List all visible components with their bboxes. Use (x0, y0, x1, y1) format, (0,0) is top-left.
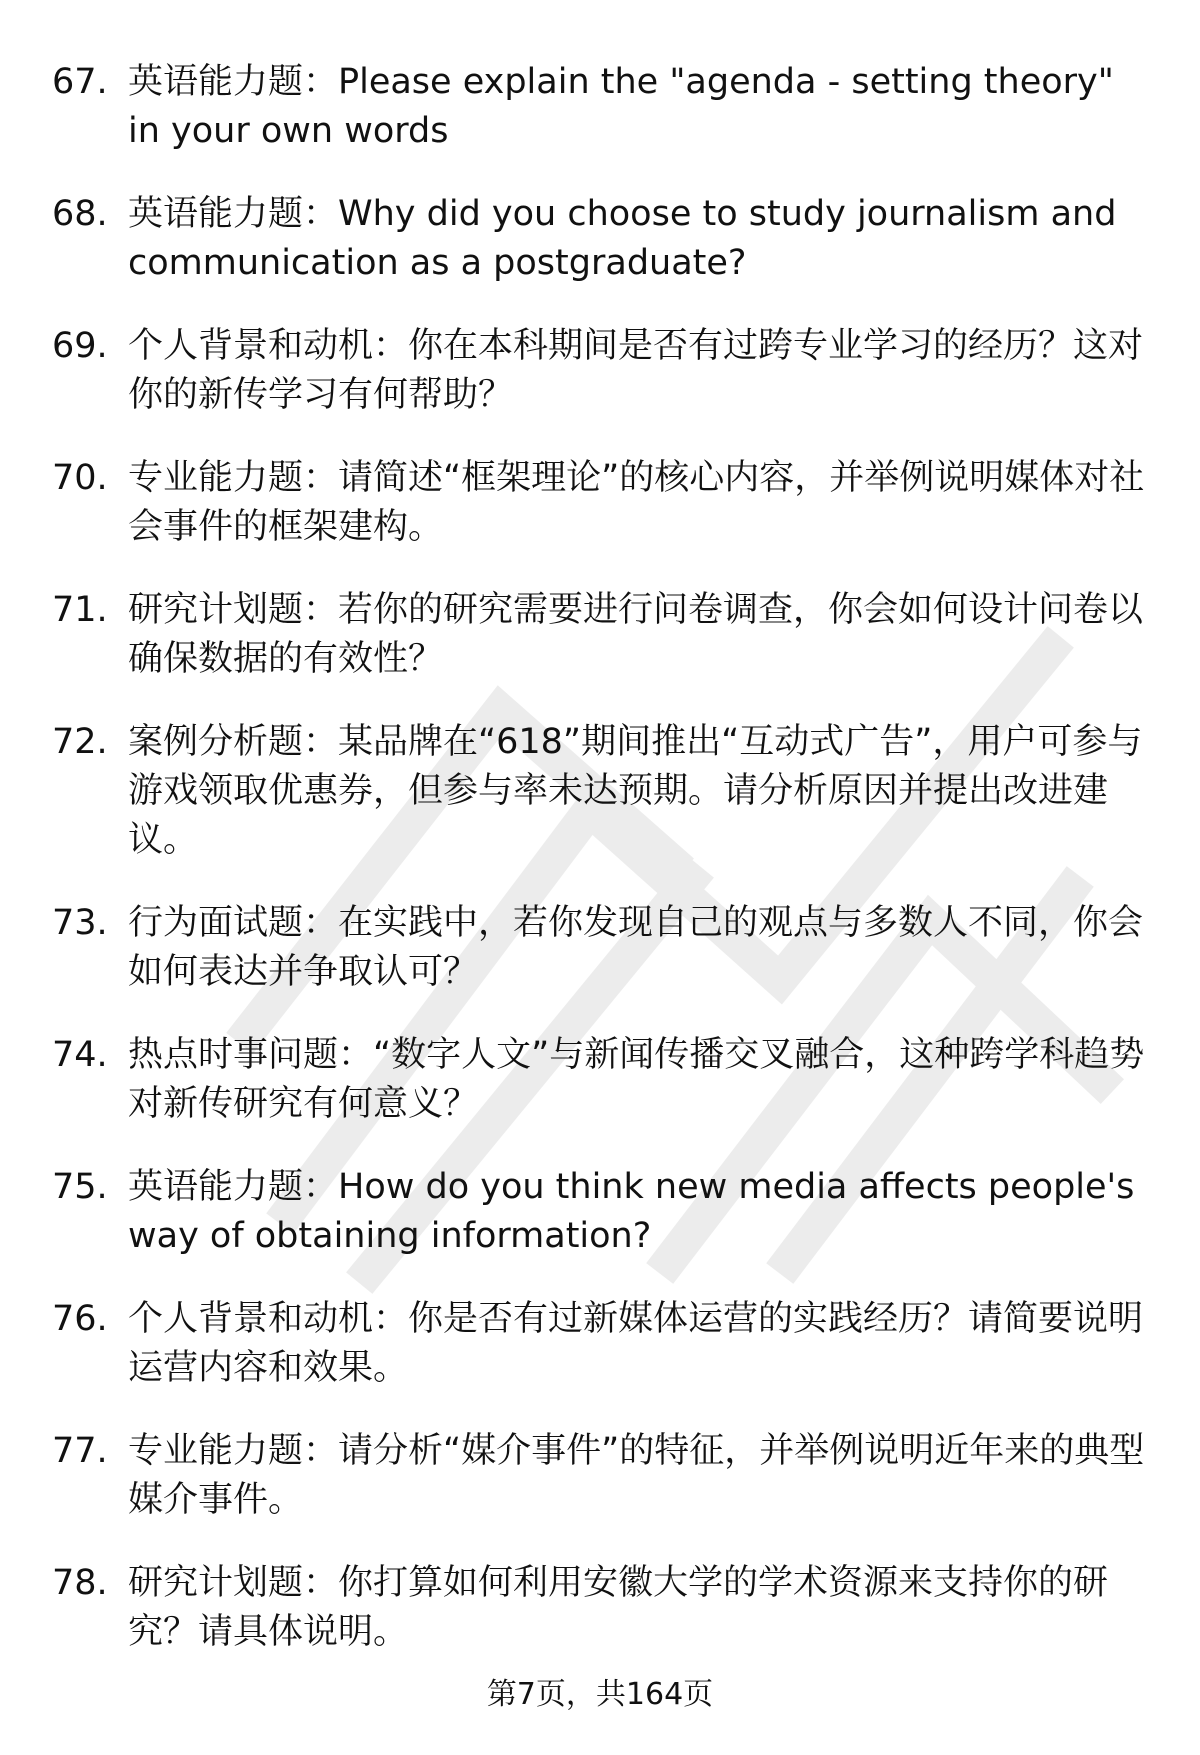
question-number: 71. (52, 590, 108, 630)
question-number: 73. (52, 903, 108, 943)
question-item (0, 899, 1200, 1031)
question-number: 77. (52, 1431, 108, 1471)
question-item (0, 58, 1200, 190)
question-text: 专业能力题：请简述“框架理论”的核心内容，并举例说明媒体对社会事件的框架建构。 (128, 458, 1145, 547)
question-text: 个人背景和动机：你在本科期间是否有过跨专业学习的经历？这对你的新传学习有何帮助？ (128, 326, 1144, 415)
question-text: 研究计划题：若你的研究需要进行问卷调查，你会如何设计问卷以确保数据的有效性？ (128, 590, 1144, 679)
question-item (0, 1295, 1200, 1427)
question-text: 行为面试题：在实践中，若你发现自己的观点与多数人不同，你会如何表达并争取认可？ (128, 903, 1144, 992)
question-number: 75. (52, 1167, 108, 1207)
question-item (0, 586, 1200, 718)
question-number: 74. (52, 1035, 108, 1075)
question-list (0, 58, 1200, 1691)
question-text: 热点时事问题：“数字人文”与新闻传播交叉融合，这种跨学科趋势对新传研究有何意义？ (128, 1035, 1145, 1124)
question-text: 英语能力题：Please explain the "agenda - setting theory" in your own words (128, 62, 1114, 151)
question-item (0, 1427, 1200, 1559)
question-number: 68. (52, 194, 108, 234)
question-text: 研究计划题：你打算如何利用安徽大学的学术资源来支持你的研究？请具体说明。 (128, 1563, 1109, 1652)
question-text: 专业能力题：请分析“媒介事件”的特征，并举例说明近年来的典型媒介事件。 (128, 1431, 1145, 1520)
question-number: 76. (52, 1299, 108, 1339)
question-number: 72. (52, 722, 108, 762)
question-text: 个人背景和动机：你是否有过新媒体运营的实践经历？请简要说明运营内容和效果。 (128, 1299, 1144, 1388)
question-item (0, 322, 1200, 454)
question-number: 67. (52, 62, 108, 102)
question-item (0, 454, 1200, 586)
question-item (0, 190, 1200, 322)
question-number: 78. (52, 1563, 108, 1603)
question-item (0, 718, 1200, 899)
question-number: 70. (52, 458, 108, 498)
question-text: 英语能力题：Why did you choose to study journalism and communication as a postgraduate? (128, 194, 1117, 283)
page-footer: 第7页，共164页 (486, 1677, 714, 1712)
question-text: 案例分析题：某品牌在“618”期间推出“互动式广告”，用户可参与游戏领取优惠券，但参与率未达预期。请分析原因并提出改进建议。 (128, 722, 1143, 860)
question-item (0, 1031, 1200, 1163)
question-text: 英语能力题：How do you think new media affects people's way of obtaining information? (128, 1167, 1135, 1256)
question-item (0, 1163, 1200, 1295)
question-number: 69. (52, 326, 108, 366)
question-item (0, 1559, 1200, 1691)
